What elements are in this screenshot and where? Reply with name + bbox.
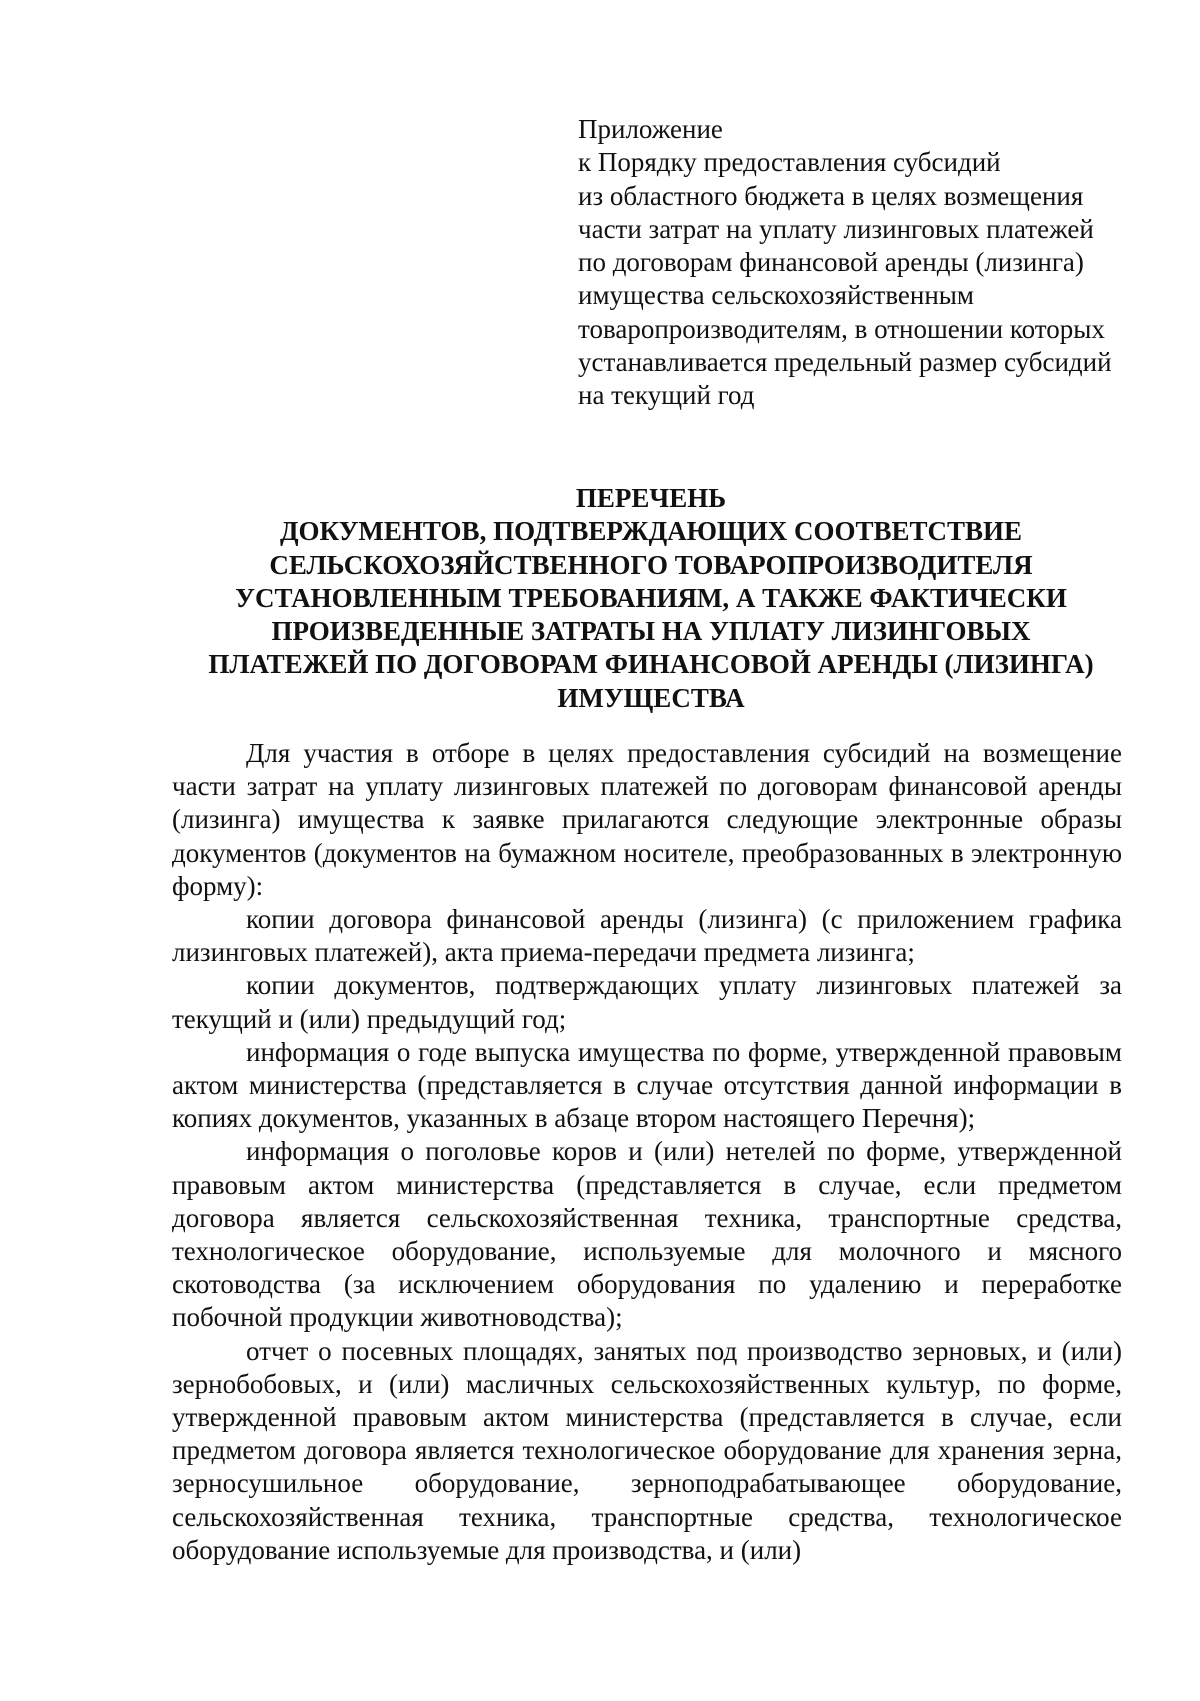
appendix-line: устанавливается предельный размер субсидий bbox=[578, 347, 1112, 378]
title-line: ИМУЩЕСТВА bbox=[557, 682, 745, 713]
title-line: ПЕРЕЧЕНЬ bbox=[575, 483, 727, 513]
body-paragraph: информация о поголовье коров и (или) нетелей по форме, утвержденной правовым актом министерства (представляется в случае, если предметом договора является сельскохозяйственная техника, транспортные средства, технологическое оборудование, используемые для молочного и мясного скотоводства (за исключением оборудования по удалению и переработке побочной продукции животноводства); bbox=[172, 1136, 1122, 1333]
appendix-header bbox=[578, 113, 1178, 413]
appendix-line: по договорам финансовой аренды (лизинга) bbox=[578, 247, 1084, 278]
document-title bbox=[172, 482, 1130, 715]
appendix-line: к Порядку предоставления субсидий bbox=[578, 147, 1001, 178]
appendix-line: товаропроизводителям, в отношении которых bbox=[578, 313, 1105, 344]
body-paragraph: отчет о посевных площадях, занятых под производство зерновых, и (или) зернобобовых, и (или) масличных сельскохозяйственных культур, по форме, утвержденной правовым актом министерства (представляется в случае, если предметом договора является технологическое оборудование для хранения зерна, зерносушильное оборудование, зерноподрабатывающее оборудование, сельскохозяйственная техника, транспортные средства, технологическое оборудование используемые для производства, и (или) bbox=[172, 1335, 1122, 1565]
body-paragraph: информация о годе выпуска имущества по форме, утвержденной правовым актом министерства (представляется в случае отсутствия данной информации в копиях документов, указанных в абзаце втором настоящего Перечня); bbox=[172, 1036, 1122, 1134]
body-paragraph: копии договора финансовой аренды (лизинга) (с приложением графика лизинговых платежей), акта приема-передачи предмета лизинга; bbox=[172, 904, 1122, 968]
title-line: УСТАНОВЛЕННЫМ ТРЕБОВАНИЯМ, А ТАКЖЕ ФАКТИЧЕСКИ bbox=[235, 582, 1067, 613]
appendix-line: части затрат на уплату лизинговых платежей bbox=[578, 213, 1094, 244]
document-body bbox=[172, 737, 1122, 1567]
title-line: ПЛАТЕЖЕЙ ПО ДОГОВОРАМ ФИНАНСОВОЙ АРЕНДЫ (ЛИЗИНГА) bbox=[208, 649, 1094, 680]
body-paragraph: копии документов, подтверждающих уплату лизинговых платежей за текущий и (или) предыдущий год; bbox=[172, 970, 1122, 1034]
appendix-line: Приложение bbox=[578, 114, 723, 144]
title-line: ДОКУМЕНТОВ, ПОДТВЕРЖДАЮЩИХ СООТВЕТСТВИЕ bbox=[279, 516, 1023, 547]
title-line: СЕЛЬСКОХОЗЯЙСТВЕННОГО ТОВАРОПРОИЗВОДИТЕЛЯ bbox=[269, 549, 1033, 580]
appendix-line: из областного бюджета в целях возмещения bbox=[578, 180, 1084, 211]
appendix-line: на текущий год bbox=[578, 380, 755, 411]
appendix-line: имущества сельскохозяйственным bbox=[578, 280, 975, 311]
title-line: ПРОИЗВЕДЕННЫЕ ЗАТРАТЫ НА УПЛАТУ ЛИЗИНГОВЫХ bbox=[271, 616, 1031, 647]
body-paragraph: Для участия в отборе в целях предоставления субсидий на возмещение части затрат на уплату лизинговых платежей по договорам финансовой аренды (лизинга) имущества к заявке прилагаются следующие электронные образы документов (документов на бумажном носителе, преобразованных в электронную форму): bbox=[172, 738, 1122, 901]
